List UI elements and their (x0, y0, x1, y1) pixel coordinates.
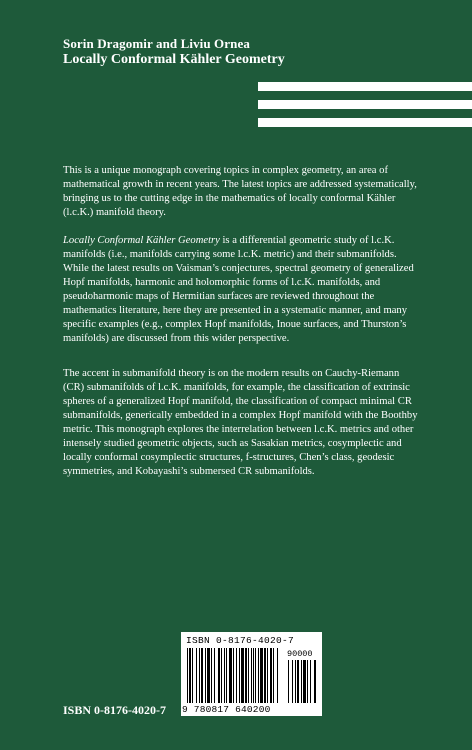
barcode-bar (233, 648, 234, 703)
barcode-bar (214, 648, 215, 703)
barcode-addon-bar (295, 660, 296, 703)
barcode-bar (224, 648, 225, 703)
barcode-bar (241, 648, 244, 703)
barcode-bar (245, 648, 247, 703)
barcode-bar (251, 648, 252, 703)
barcode-addon-bar (314, 660, 316, 703)
decorative-stripe-1 (258, 82, 472, 91)
barcode-bar (267, 648, 268, 703)
barcode-bar (255, 648, 256, 703)
barcode-addon-bar (303, 660, 306, 703)
blurb-paragraph-3 (63, 367, 421, 479)
barcode-addon-bar (292, 660, 293, 703)
blurb-paragraph-2 (63, 234, 421, 346)
blurb-text-2-rest: is a differential geometric study of l.c.K. manifolds (i.e., manifolds carrying some l.c.K. metric) and their submanifolds. While the latest results on Vaisman’s conjectures, spectral geometry of generalized Hopf manifolds, harmonic and holomorphic forms of l.c.K. manifolds, and pseudoharmonic maps of Hermitian surfaces are reviewed throughout the mathematics literature, here they are presented in a systematic manner, and many specific examples (e.g., complex Hopf manifolds, Inoue surfaces, and Thurston’s manifolds) are discussed from this wider perspective. (63, 235, 414, 344)
blurb-text-1: This is a unique monograph covering topics in complex geometry, an area of mathematical growth in recent years. The latest topics are addressed systematically, bringing us to the cutting edge in the mathematics of locally conformal Kähler (l.c.K.) manifold theory. (63, 165, 417, 218)
barcode-bar (277, 648, 278, 703)
barcode-bar (253, 648, 254, 703)
barcode-bar (248, 648, 249, 703)
barcode-bar (226, 648, 227, 703)
barcode-addon-bar (301, 660, 302, 703)
barcode-bar (229, 648, 232, 703)
barcode-bar (236, 648, 237, 703)
barcode-bar (189, 648, 191, 703)
barcode-addon-bar (307, 660, 308, 703)
barcode-bar (201, 648, 203, 703)
barcode-bar (211, 648, 212, 703)
barcode-bar (196, 648, 197, 703)
barcode-bar (207, 648, 210, 703)
barcode-bar (258, 648, 259, 703)
blurb-text-2 (63, 234, 421, 346)
barcode-bar (199, 648, 200, 703)
isbn-label: ISBN 0-8176-4020-7 (63, 703, 167, 717)
decorative-stripe-2 (258, 100, 472, 109)
barcode-bar (187, 648, 188, 703)
barcode-bar (221, 648, 222, 703)
barcode-bar (270, 648, 272, 703)
blurb-text-3: The accent in submanifold theory is on the modern results on Cauchy-Riemann (CR) submanifolds of l.c.K. manifolds, for example, the classification of extrinsic spheres of a generalized Hopf manifold, the classification of compact minimal CR submanifolds, generically embedded in a complex Hopf manifold with the Boothby metric. This monograph explores the interrelation between l.c.K. metrics and other intensely studied geometric objects, such as Sasakian metrics, cosymplectic and locally conformal cosymplectic structures, f-structures, Chen’s class, geodesic symmetries, and Kobayashi’s submersed CR submanifolds. (63, 368, 418, 477)
barcode-addon-bar (310, 660, 311, 703)
barcode-addon-text: 90000 (287, 649, 313, 659)
blurb-paragraph-1 (63, 164, 421, 220)
barcode-bar (192, 648, 193, 703)
barcode-bar (239, 648, 240, 703)
barcode-bar (273, 648, 274, 703)
barcode-bar (260, 648, 263, 703)
barcode-bar (218, 648, 220, 703)
cover-authors: Sorin Dragomir and Liviu Ornea (63, 36, 250, 51)
barcode-digits-text: 9 780817 640200 (182, 704, 271, 715)
blurb-book-title: Locally Conformal Kähler Geometry (63, 235, 220, 246)
barcode-isbn-text: ISBN 0-8176-4020-7 (186, 635, 295, 646)
decorative-stripe-3 (258, 118, 472, 127)
barcode-bar (205, 648, 206, 703)
barcode-addon-bar (297, 660, 299, 703)
cover-title: Locally Conformal Kähler Geometry (63, 52, 285, 67)
barcode (181, 632, 322, 716)
barcode-bar (264, 648, 266, 703)
barcode-addon-bar (288, 660, 289, 703)
